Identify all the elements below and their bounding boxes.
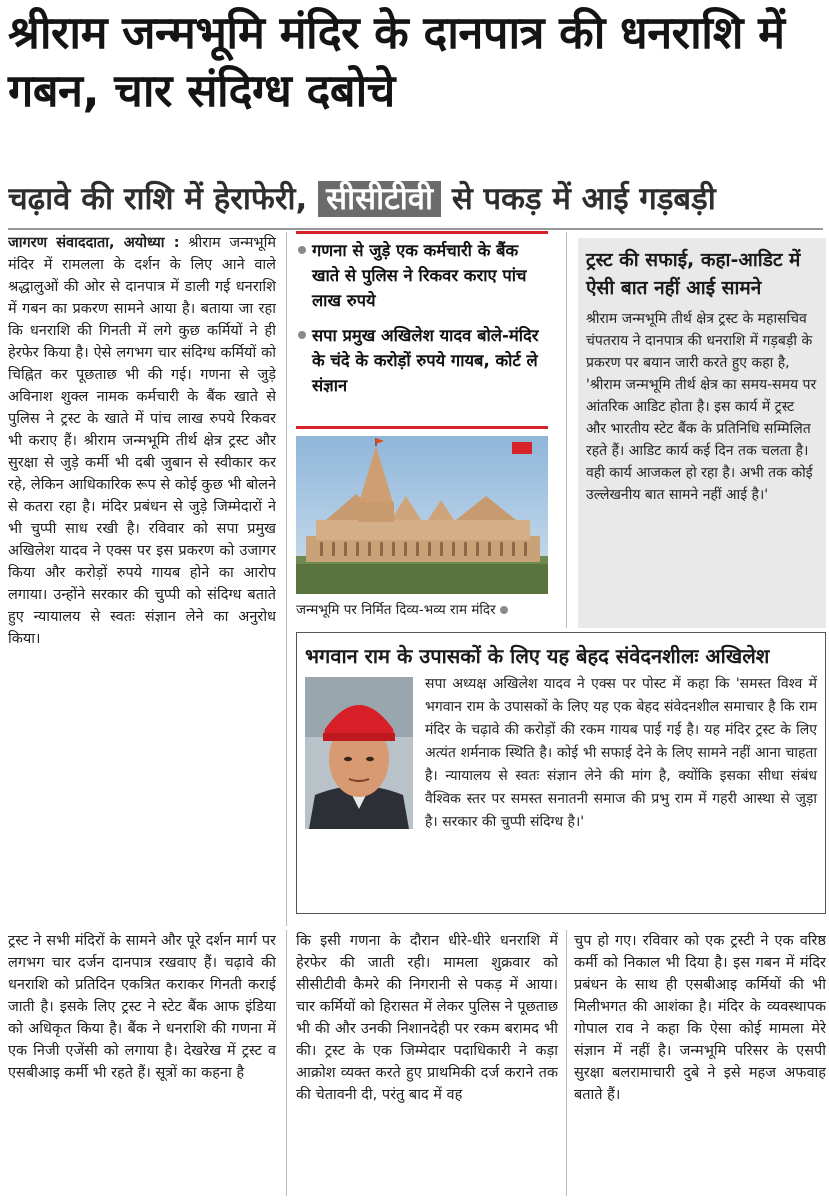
article-body-1: श्रीराम जन्मभूमि मंदिर में रामलला के दर्शन के लिए आने वाले श्रद्धालुओं की ओर से दानपात्र में डाली गई धनराशि में गबन का प्रकरण सामने आया है। बताया जा रहा कि धनराशि की गिनती में लगे कुछ कर्मियों ने ही हेरफेर किया है। ऐसे लगभग चार संदिग्ध कर्मियों को चिह्नित कर पूछताछ भी की गई। गणना से जुड़े अविनाश शुक्ल नामक कर्मचारी के बैंक खाते से पुलिस ने ट्रस्ट के खाते में पांच लाख रुपये रिकवर भी कराए हैं। श्रीराम जन्मभूमि तीर्थ क्षेत्र ट्रस्ट और सुरक्षा से जुड़े कर्मी भी दबी जुबान से स्वीकार कर रहे, लेकिन आधिकारिक रूप से कोई कुछ भी बोलने से कतरा रहा है। मंदिर प्रबंधन से जुड़े जिम्मेदारों ने भी चुप्पी साध रखी है। रविवार को सपा प्रमुख अखिलेश यादव ने एक्स पर इस प्रकरण को उजागर किया और करोड़ों रुपये गायब होने का आरोप लगाया। उन्होंने सरकार की चुप्पी को संदिग्ध बताते हुए न्यायालय से स्वतः संज्ञान लेने का अनुरोध किया। <box>8 235 276 647</box>
akhilesh-box-heading: भगवान राम के उपासकों के लिए यह बेहद संवेदनशीलः अखिलेश <box>305 644 770 668</box>
article-body-2: ट्रस्ट ने सभी मंदिरों के सामने और पूरे दर्शन मार्ग पर लगभग चार दर्जन दानपात्र रखवाए हैं। चढ़ावे की धनराशि को प्रतिदिन एकत्रित कराकर गिनती कराई जाती है। इसके लिए ट्रस्ट ने स्टेट बैंक आफ इंडिया को अधिकृत किया है। बैंक ने धनराशि की गणना में एक निजी एजेंसी को लगाया है। देखरेख में ट्रस्ट व एसबीआइ कर्मी भी रहते हैं। सूत्रों का कहना है <box>8 933 276 1081</box>
byline: जागरण संवाददाता, अयोध्या : <box>8 235 180 251</box>
bullet-icon <box>298 246 306 254</box>
temple-illustration <box>296 436 548 594</box>
subheadline <box>8 176 823 224</box>
caption-text: जन्मभूमि पर निर्मित दिव्य-भव्य राम मंदिर <box>296 602 496 618</box>
column-divider <box>566 930 567 1196</box>
trust-box-text: श्रीराम जन्मभूमि तीर्थ क्षेत्र ट्रस्ट के महासचिव चंपतराय ने दानपात्र की धनराशि में गड़बड़ी के प्रकरण पर बयान जारी करते हुए कहा है, 'श्रीराम जन्मभूमि तीर्थ क्षेत्र का समय-समय पर आंतरिक आडिट होता है। इस कार्य में ट्रस्ट और भारतीय स्टेट बैंक के प्रतिनिधि सम्मिलित रहते हैं। आडिट कार्य कई दिन तक चलता है। वही कार्य आजकल हो रहा है। अभी तक कोई उल्लेखनीय बात सामने नहीं आई है।' <box>586 311 817 503</box>
highlights-list <box>296 238 548 408</box>
headline: श्रीराम जन्मभूमि मंदिर के दानपात्र की धनराशि में गबन, चार संदिग्ध दबोचे <box>8 6 785 117</box>
column-divider <box>566 232 567 628</box>
akhilesh-box-text: सपा अध्यक्ष अखिलेश यादव ने एक्स पर पोस्ट में कहा कि 'समस्त विश्व में भगवान राम के उपासकों के लिए यह एक बेहद संवेदनशील समाचार है कि राम मंदिर के चढ़ावे की करोड़ों की रकम गायब पाई गई है। यह मंदिर ट्रस्ट के लिए अत्यंत शर्मनाक स्थिति है। कोई भी सफाई देने के लिए सामने नहीं आना चाहता है। न्यायालय से स्वतः संज्ञान लेने की मांग है, क्योंकि इसका सीधा संबंध वैश्विक स्तर पर समस्त सनातनी समाज की प्रभु राम में गहरी आस्था से जुड़ा है। सरकार की चुप्पी संदिग्ध है।' <box>425 676 817 830</box>
highlight-text: गणना से जुड़े एक कर्मचारी के बैंक खाते से पुलिस ने रिकवर कराए पांच लाख रुपये <box>312 241 527 310</box>
highlight-item <box>296 323 548 398</box>
article-column-bottom-2 <box>296 930 558 1198</box>
subheadline-highlight: सीसीटीवी <box>318 181 441 217</box>
portrait-illustration <box>305 677 413 829</box>
temple-photo <box>296 436 548 594</box>
article-column-bottom-3 <box>574 930 826 1198</box>
highlight-text: सपा प्रमुख अखिलेश यादव बोले-मंदिर के चंदे के करोड़ों रुपये गायब, कोर्ट ले संज्ञान <box>312 326 539 395</box>
trust-statement-box <box>578 238 826 628</box>
subheadline-part-2: से पकड़ में आई गड़बड़ी <box>451 181 716 217</box>
column-divider <box>286 232 287 926</box>
article-body-3: कि इसी गणना के दौरान धीरे-धीरे धनराशि में हेरफेर की जाती रही। मामला शुक्रवार को सीसीटीवी कैमरे की निगरानी से पकड़ में आया। चार कर्मियों को हिरासत में लेकर पुलिस ने पूछताछ भी की और उनकी निशानदेही पर रकम बरामद भी की। ट्रस्ट के एक जिम्मेदार पदाधिकारी ने कड़ा आक्रोश व्यक्त करते हुए प्राथमिकी दर्ज कराने तक की चेतावनी दी, परंतु बाद में वह <box>296 933 558 1103</box>
article-column-1 <box>8 232 276 932</box>
column-divider <box>286 930 287 1196</box>
article-column-bottom-1 <box>8 930 276 1198</box>
trust-box-heading: ट्रस्ट की सफाई, कहा-आडिट में ऐसी बात नहीं आई सामने <box>586 249 801 299</box>
article-body-4: चुप हो गए। रविवार को एक ट्रस्टी ने एक वरिष्ठ कर्मी को निकाल भी दिया है। इस गबन में मंदिर प्रबंधन के साथ ही एसबीआइ कर्मियों की भी मिलीभगत की आशंका है। मंदिर के व्यवस्थापक गोपाल राव ने कहा कि ऐसा कोई मामला मेरे संज्ञान में नहीं है। जन्मभूमि परिसर के एसपी सुरक्षा बलरामाचारी दुबे ने इसे महज अफवाह बताते हैं। <box>574 933 826 1103</box>
caption-bullet-icon <box>500 606 508 614</box>
bullet-icon <box>298 331 306 339</box>
highlight-item <box>296 238 548 313</box>
akhilesh-box-body <box>305 673 817 834</box>
red-rule-bottom <box>296 426 548 429</box>
header-rule <box>8 228 823 230</box>
akhilesh-statement-box <box>296 632 826 914</box>
subheadline-part-1: चढ़ावे की राशि में हेराफेरी, <box>8 181 308 217</box>
red-rule-top <box>296 231 548 234</box>
photo-caption <box>296 600 548 620</box>
akhilesh-photo <box>305 677 413 829</box>
